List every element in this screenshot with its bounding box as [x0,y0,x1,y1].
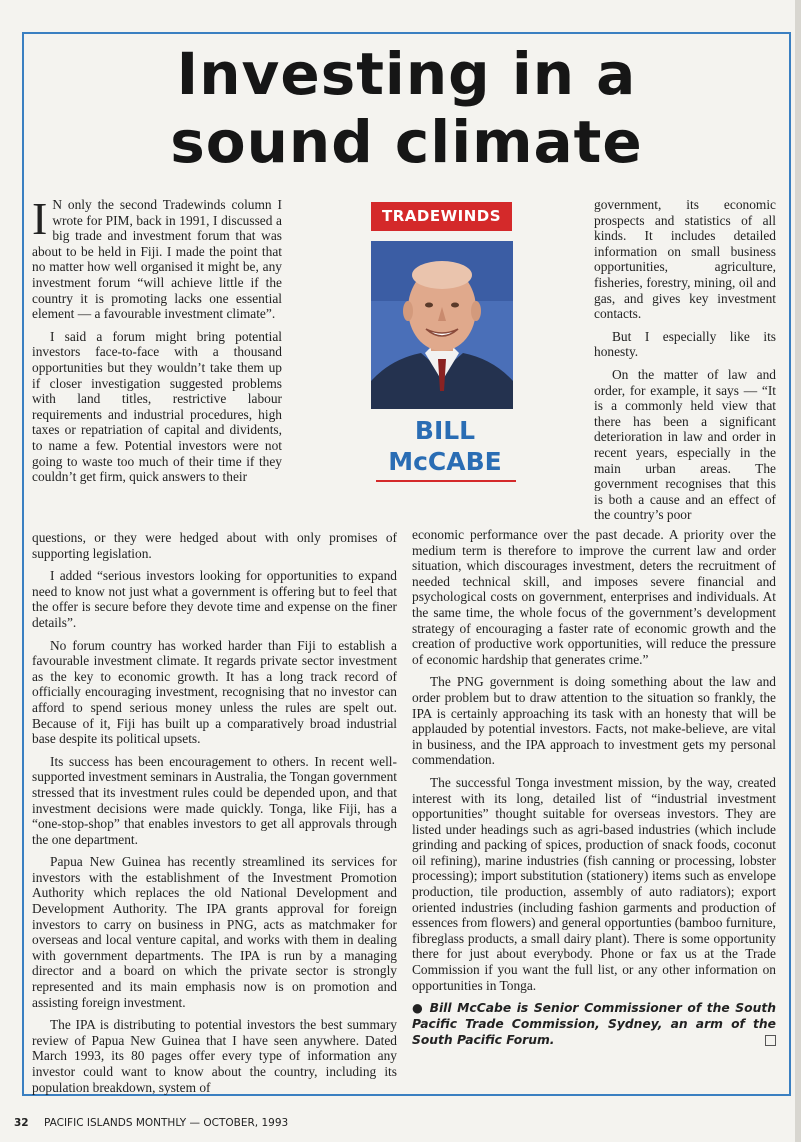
publication-line: PACIFIC ISLANDS MONTHLY — OCTOBER, 1993 [43,1117,289,1129]
paragraph-3: I added “serious investors looking for opportunities to expand need to know not just what a government is offering but to feel that the offer is secure before they devote time and expense on the finer details”. [32,568,397,630]
paragraph-2a: I said a forum might bring potential investors face-to-face with a thousand opportunities but they wouldn’t take them up if closer investigation suggested problems with land titles, restrictive labour requirements and industrial procedures, high taxes or repatriation of capital and dividents, to name a few. Potential investors were not going to waste too much of their time if they couldn’t get firm, quick answers to their [32,328,282,485]
author-bio: ● Bill McCabe is Senior Commissioner of the South Pacific Trade Commission, Sydney, an arm of the South Pacific Forum. [412,1001,776,1048]
byline-divider [376,480,516,482]
right-paragraph-1: government, its economic prospects and statistics of all kinds. It includes detailed information on small business opportunities, agriculture, fisheries, forestry, mining, oil and gas, and gives key investment contacts. [594,197,776,322]
column-label-badge: TRADEWINDS [371,202,512,231]
intro-paragraph: I N only the second Tradewinds column I wrote for PIM, back in 1991, I discussed a big trade and investment forum that was about to be held in Fiji. I made the point that no matter how well organised it might be, any investment forum “will achieve little if the country it is promoting lacks one essential element — a favourable investment climate”. [32,193,282,322]
right-paragraph-3b: economic performance over the past decade. A priority over the medium term is therefore to improve the current law and order situation, which discourages investment, deters the recruitment of needed technical skill, and imposes severe financial and psychological costs on government, enterprises and individuals. At the same time, the whole focus of the government’s development strategy of encouraging a faster rate of economic growth and the creation of productive work opportunities, will reduce the pressure of economic hardship that generates crime.” [412,527,776,667]
column-right-upper [594,197,776,530]
column-right-lower [412,527,776,1055]
drop-cap: I [32,193,48,244]
page-edge [795,0,801,1142]
author-byline [375,415,515,477]
right-paragraph-5: The successful Tonga investment mission, by the way, created interest with its long, detailed list of “industrial investment opportunities” thought suitable for overseas investors. They are listed under headings such as agri-based industries (which include grinding and packing of spices, production of snack foods, coconut oil refining), marine industries (fish canning or processing, lobster processing); import substitution (stationery) items such as envelope production, tile production, assembly of auto radiators); export oriented industries (including fashion garments and production of essences from flowers) and general opportunties (bamboo furniture, fibreglass products, a small dairy plant). There is some opportunity there for just about everybody. Phone or fax us at the Trade Commission if you want the full list, or any other information on opportunities in Tonga. [412,774,776,993]
right-paragraph-2: But I especially like its honesty. [594,328,776,360]
right-paragraph-3a: On the matter of law and order, for example, it says — “It is a commonly held view that there has been a significant deterioration in law and order in recent years, especially in the main urban areas. The government recognises that this is both a cause and an effect of the country’s poor [594,366,776,523]
author-first-name: BILL [414,416,476,445]
column-left-lower [32,530,397,1102]
column-left-upper [32,193,282,492]
author-last-name: McCABE [388,447,502,476]
article-headline [22,40,791,176]
headline-line-2: sound climate [170,108,643,176]
page-number: 32 [14,1117,29,1129]
page-footer [14,1117,514,1129]
headline-line-1: Investing in a [176,40,637,108]
author-photo [371,241,513,409]
end-mark-icon [765,1035,776,1046]
right-paragraph-4: The PNG government is doing something about the law and order problem but to draw attention to the situation so frankly, the IPA is certainly approaching its task with an honesty that will be applauded by potential investors. Facts, not make-believe, are vital in business, and the IPA approach to investment gets my personal commendation. [412,674,776,768]
paragraph-5: Its success has been encouragement to others. In recent well-supported investment seminars in Australia, the Tongan government stressed that its investment rules could be depended upon, and that investment decisions were made quickly. Tonga, like Fiji, has a “one-stop-shop” that enables investors to get all approvals through the one department. [32,753,397,847]
paragraph-4: No forum country has worked harder than Fiji to establish a favourable investment climate. It regards private sector investment as the key to economic growth. It has a long track record of officially encouraging investment, recognising that no investor can afford to spend serious money unless the rules are spelt out. Because of it, Fiji has built up a comparatively broad industrial base despite its political upsets. [32,637,397,747]
paragraph-6: Papua New Guinea has recently streamlined its services for investors with the establishment of the Investment Promotion Authority which replaces the old National Development and Development Authority. The IPA grants approval for foreign investors to carry on business in PNG, acts as matchmaker for overseas and local venture capital, and works with them in dealing with government departments. The IPA is run by a managing director and a board on which the private sector is strongly represented and its main emphasis now is on promotion and assisting foreign investment. [32,854,397,1010]
paragraph-7: The IPA is distributing to potential investors the best summary review of Papua New Guinea that I have seen anywhere. Dated March 1993, its 80 pages offer every type of information any investor could want to know about the country, including its population breakdown, system of [32,1017,397,1095]
paragraph-2b: questions, or they were hedged about with only promises of supporting legislation. [32,530,397,561]
